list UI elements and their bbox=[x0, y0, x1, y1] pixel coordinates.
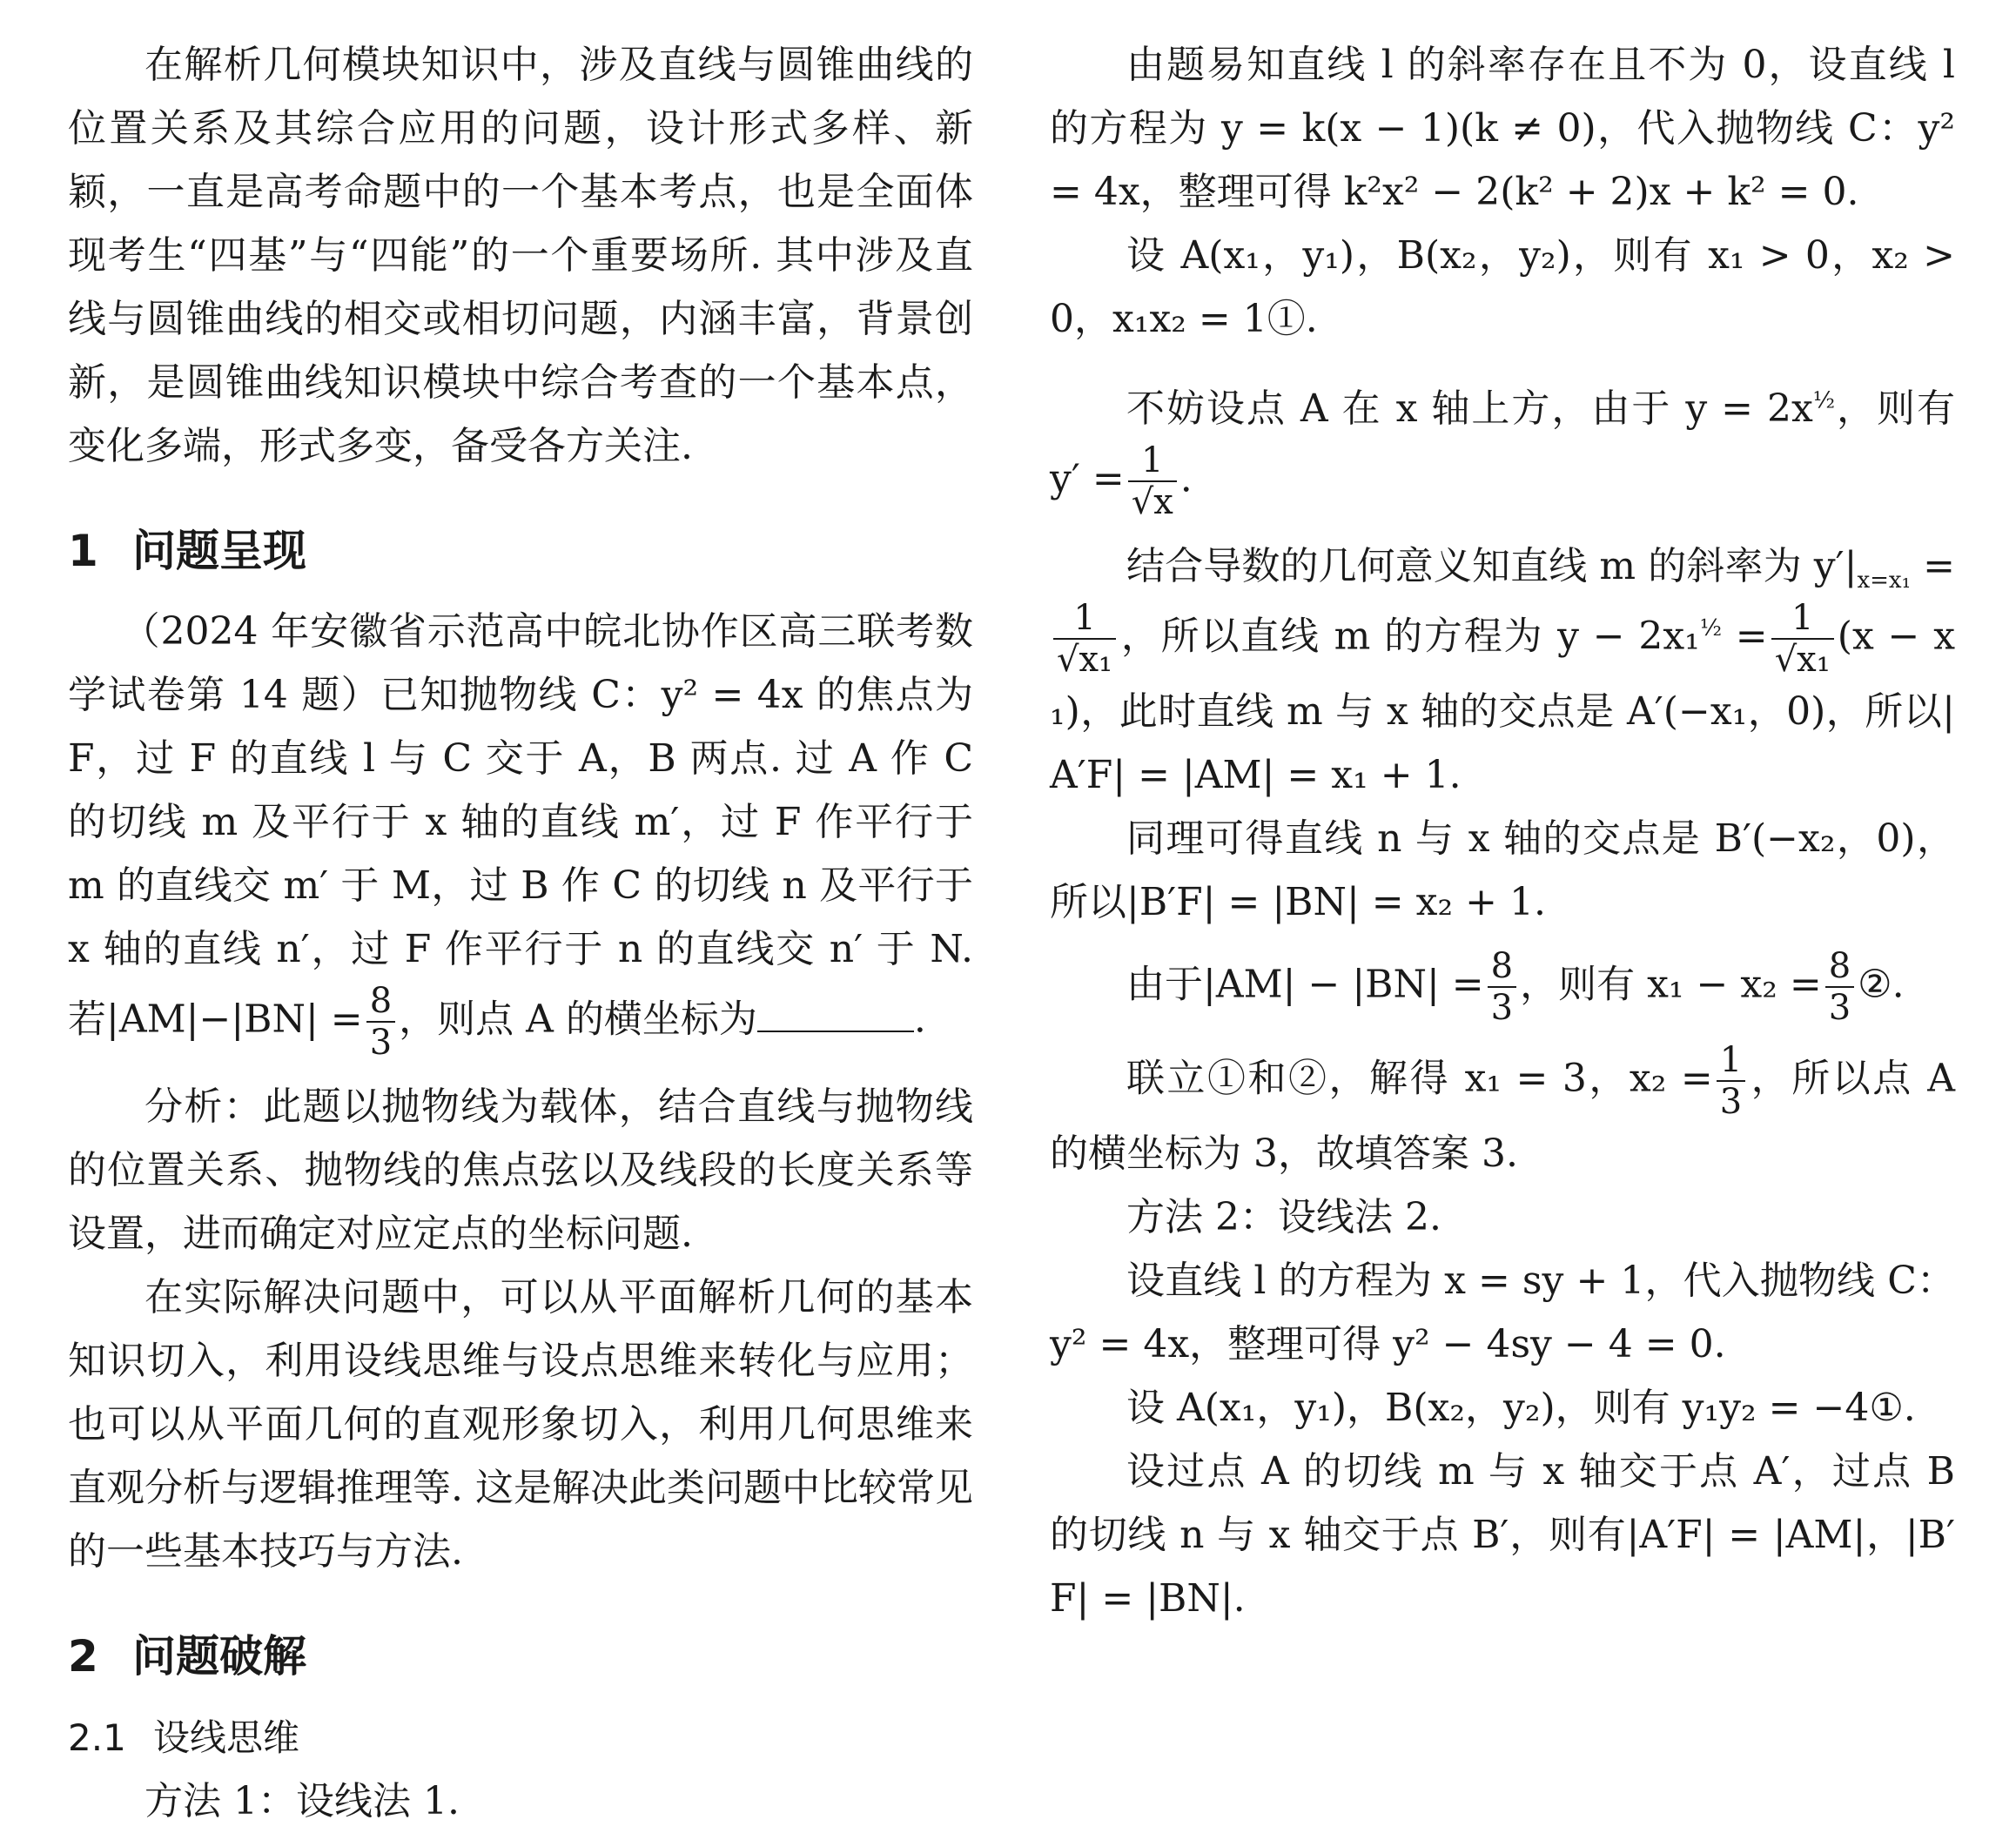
section-2-heading bbox=[68, 1623, 973, 1689]
solution-paragraph-1: 由题易知直线 l 的斜率存在且不为 0，设直线 l 的方程为 y = k(x − 1)(k ≠ 0)，代入抛物线 C：y² = 4x，整理可得 k²x² − 2(k² + 2)x + k² = 0. bbox=[1050, 43, 1955, 214]
solution-paragraph-8: 设直线 l 的方程为 x = sy + 1，代入抛物线 C：y² = 4x，整理可得 y² − 4sy − 4 = 0. bbox=[1050, 1259, 1955, 1366]
fraction bbox=[1825, 946, 1854, 1028]
solution-paragraph-4 bbox=[1050, 534, 1955, 807]
section-number: 2 bbox=[68, 1631, 98, 1682]
fraction-denominator: 3 bbox=[369, 1023, 393, 1063]
solution-paragraph-6 bbox=[1050, 946, 1955, 1028]
fraction bbox=[1488, 946, 1516, 1028]
exponent: ½ bbox=[1699, 614, 1723, 641]
section-1-heading bbox=[68, 518, 973, 584]
fraction-numerator: 1 bbox=[1771, 598, 1834, 640]
subsection-2-1-heading bbox=[68, 1707, 973, 1769]
fraction-numerator: 1 bbox=[1053, 598, 1116, 640]
answer-blank bbox=[757, 1031, 914, 1032]
text: 联立①和②，解得 x₁ = 3，x₂ = bbox=[1126, 1056, 1713, 1101]
subscript: x=x₁ bbox=[1857, 567, 1912, 594]
method-1-label: 方法 1：设线法 1. bbox=[144, 1779, 460, 1823]
subsection-title: 设线思维 bbox=[153, 1716, 300, 1759]
text: . bbox=[1179, 456, 1193, 501]
section-title: 问题呈现 bbox=[132, 526, 306, 576]
fraction-numerator: 1 bbox=[1717, 1040, 1745, 1082]
solution-paragraph-10: 设过点 A 的切线 m 与 x 轴交于点 A′，过点 B 的切线 n 与 x 轴交于点 B′，则有|A′F| = |AM|，|B′F| = |BN|. bbox=[1050, 1449, 1955, 1621]
fraction-numerator: 8 bbox=[366, 981, 395, 1023]
fraction bbox=[1771, 598, 1834, 680]
analysis-paragraph-2: 在实际解决问题中，可以从平面解析几何的基本知识切入，利用设线思维与设点思维来转化与应用；也可以从平面几何的直观形象切入，利用几何思维来直观分析与逻辑推理等. 这是解决此类问题中比较常见的一些基本技巧与方法. bbox=[68, 1275, 973, 1574]
fraction-numerator: 8 bbox=[1488, 946, 1516, 988]
text: ，所以直线 m 的方程为 y − 2x₁ bbox=[1119, 614, 1700, 659]
section-number: 1 bbox=[68, 526, 98, 576]
section-title: 问题破解 bbox=[132, 1631, 306, 1682]
problem-end: . bbox=[913, 997, 926, 1042]
intro-paragraph: 在解析几何模块知识中，涉及直线与圆锥曲线的位置关系及其综合应用的问题，设计形式多样、新颖，一直是高考命题中的一个基本考点，也是全面体现考生“四基”与“四能”的一个重要场所. 其中涉及直线与圆锥曲线的相交或相切问题，内涵丰富，背景创新，是圆锥曲线知识模块中综合考查的一个基本点，变化多端，形式多变，备受各方关注. bbox=[68, 43, 973, 468]
text: = bbox=[1911, 544, 1955, 588]
fraction-numerator: 1 bbox=[1128, 440, 1177, 482]
fraction bbox=[1128, 440, 1177, 522]
fraction-denominator: √x bbox=[1131, 482, 1173, 522]
subsection-number: 2.1 bbox=[68, 1716, 126, 1759]
fraction-denominator: 3 bbox=[1719, 1082, 1743, 1122]
fraction-denominator: √x₁ bbox=[1057, 640, 1113, 680]
problem-text-tail: ，则点 A 的横坐标为 bbox=[399, 997, 757, 1042]
solution-paragraph-2: 设 A(x₁，y₁)，B(x₂，y₂)，则有 x₁ > 0，x₂ > 0，x₁x₂ = 1①. bbox=[1050, 233, 1955, 341]
solution-paragraph-9: 设 A(x₁，y₁)，B(x₂，y₂)，则有 y₁y₂ = −4①. bbox=[1126, 1386, 1916, 1430]
fraction-denominator: 3 bbox=[1490, 988, 1514, 1028]
method-2-label: 方法 2：设线法 2. bbox=[1126, 1195, 1441, 1239]
text: = bbox=[1722, 614, 1768, 659]
problem-statement bbox=[68, 600, 973, 1063]
fraction-numerator: 8 bbox=[1825, 946, 1854, 988]
fraction-denominator: √x₁ bbox=[1774, 640, 1831, 680]
analysis-paragraph-1: 分析：此题以抛物线为载体，结合直线与抛物线的位置关系、抛物线的焦点弦以及线段的长度关系等设置，进而确定对应定点的坐标问题. bbox=[68, 1084, 973, 1256]
text: 结合导数的几何意义知直线 m 的斜率为 y′| bbox=[1126, 544, 1858, 588]
fraction bbox=[366, 981, 395, 1063]
fraction bbox=[1717, 1040, 1745, 1122]
text: ，则有 x₁ − x₂ = bbox=[1520, 962, 1822, 1007]
text: (x − x₁)，此时直线 m 与 x 轴的交点是 A′(−x₁，0)，所以|A′F| = |AM| = x₁ + 1. bbox=[1050, 614, 1956, 797]
problem-text: （2024 年安徽省示范高中皖北协作区高三联考数学试卷第 14 题）已知抛物线 C：y² = 4x 的焦点为 F，过 F 的直线 l 与 C 交于 A，B 两点. 过 A 作 C 的切线 m 及平行于 x 轴的直线 m′，过 F 作平行于 m 的直线交 m′ 于 M，过 B 作 C 的切线 n 及平行于 x 轴的直线 n′，过 F 作平行于 n 的直线交 n′ 于 N. 若|AM|−|BN| = bbox=[68, 609, 973, 1042]
solution-paragraph-5: 同理可得直线 n 与 x 轴的交点是 B′(−x₂，0)，所以|B′F| = |BN| = x₂ + 1. bbox=[1050, 816, 1955, 924]
text: 不妨设点 A 在 x 轴上方，由于 y = 2x bbox=[1126, 386, 1813, 431]
right-column bbox=[1050, 0, 1955, 1630]
text: ，所以点 A 的横坐标为 3，故填答案 3. bbox=[1050, 1056, 1955, 1176]
text: ②. bbox=[1858, 962, 1905, 1007]
solution-paragraph-7 bbox=[1050, 1040, 1955, 1185]
left-column bbox=[68, 0, 973, 1833]
fraction-denominator: 3 bbox=[1828, 988, 1851, 1028]
exponent: ½ bbox=[1812, 387, 1836, 414]
text: ，则有 y′ = bbox=[1050, 386, 1955, 501]
text: 由于|AM| − |BN| = bbox=[1126, 962, 1484, 1007]
fraction bbox=[1053, 598, 1116, 680]
solution-paragraph-3 bbox=[1050, 377, 1955, 522]
